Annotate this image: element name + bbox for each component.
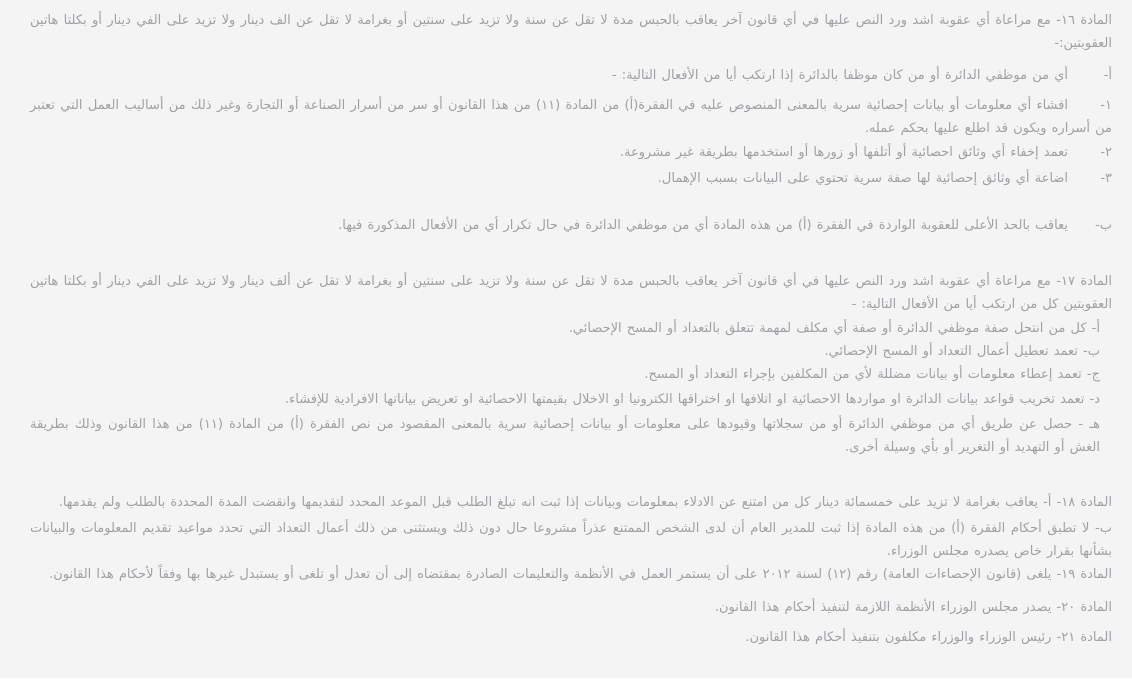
item-1-marker: ١- <box>1100 98 1112 113</box>
article-20: المادة ٢٠- يصدر مجلس الوزراء الأنظمة اللازمة لتنفيذ أحكام هذا القانون. <box>714 600 1112 615</box>
article-17-intro: المادة ١٧- مع مراعاة أي عقوبة اشد ورد النص عليها في أي قانون آخر يعاقب بالحبس مدة لا تقل عن سنة ولا تزيد على سنتين أو بغرامة لا تقل عن ألف دينار ولا تزيد على الفي دينار أو بكلتا هاتين العقوبتين كل من ارتكب أيا من الأفعال التالية: - <box>30 274 1112 312</box>
article-17-clause-e: هـ - حصل عن طريق أي من موظفي الدائرة أو من سجلاتها وقيودها على معلومات أو بيانات إحصائية سرية بالمعنى المقصود من نص الفقرة (أ) من المادة (١١) من هذا القانون وذلك بطريقة الغش أو التهديد أو التغرير أو بأي وسيلة أخرى. <box>30 417 1100 455</box>
article-16-clause-a <box>30 64 1112 87</box>
article-21: المادة ٢١- رئيس الوزراء والوزراء مكلفون بتنفيذ أحكام هذا القانون. <box>745 630 1112 645</box>
article-16-intro: المادة ١٦- مع مراعاة أي عقوبة اشد ورد النص عليها في أي قانون آخر يعاقب بالحبس مدة لا تقل عن سنة ولا تزيد على سنتين أو بغرامة لا تقل عن الف دينار ولا تزيد على الفي دينار أو بكلتا هاتين العقوبتين:- <box>30 13 1112 51</box>
article-17-clause-a: أ- كل من انتحل صفة موظفي الدائرة أو صفة أي مكلف لمهمة تتعلق بالتعداد أو المسح الإحصائي. <box>568 321 1100 336</box>
article-17-clause-d: د- تعمد تخريب قواعد بيانات الدائرة او مواردها الاحصائية او اتلافها او اختراقها الكترونيا او الاخلال بقيمتها الاحصائية او تعريض بياناتها الافرادية للإفشاء. <box>285 392 1100 407</box>
item-2-marker: ٢- <box>1100 145 1112 160</box>
clause-a-marker: أ- <box>1103 68 1112 83</box>
clause-b-marker: ب- <box>1095 218 1112 233</box>
clause-a-text: أي من موظفي الدائرة أو من كان موظفا بالدائرة إذا ارتكب أيا من الأفعال التالية: - <box>611 68 1068 83</box>
item-2-text: تعمد إخفاء أي وثائق احصائية أو أتلفها أو زورها أو استخدمها بطريقة غير مشروعة. <box>619 145 1068 160</box>
bottom-whitespace <box>0 678 1132 694</box>
article-16-clause-a-item-1 <box>30 94 1112 140</box>
item-1-text: افشاء أي معلومات أو بيانات إحصائية سرية بالمعنى المنصوص عليه في الفقرة(أ) من المادة (١١) من هذا القانون أو سر من أسرار الصناعة أو التجارة وغير ذلك من أساليب العمل التي تعتبر من أسراره ويكون قد اطلع عليها بحكم عمله. <box>30 98 1112 136</box>
article-17-clause-c: ج- تعمد إعطاء معلومات أو بيانات مضللة لأي من المكلفين بإجراء التعداد أو المسح. <box>644 367 1100 382</box>
item-3-text: اضاعة أي وثائق إحصائية لها صفة سرية تحتوي على البيانات بسبب الإهمال. <box>657 171 1068 186</box>
article-16-clause-a-item-2 <box>30 141 1112 164</box>
article-19: المادة ١٩- يلغى (قانون الإحصاءات العامة) رقم (١٢) لسنة ٢٠١٢ على أن يستمر العمل في الأنظمة والتعليمات الصادرة بمقتضاه إلى أن تعدل أو تلغى أو يستبدل غيرها بها وفقاً لأحكام هذا القانون. <box>49 567 1112 582</box>
article-16-clause-b <box>30 214 1112 237</box>
item-3-marker: ٣- <box>1100 171 1112 186</box>
clause-b-text: يعاقب بالحد الأعلى للعقوبة الواردة في الفقرة (أ) من هذه المادة أي من موظفي الدائرة في حال تكرار أي من الأفعال المذكورة فيها. <box>338 218 1068 233</box>
article-18-clause-a: المادة ١٨- أ- يعاقب بغرامة لا تزيد على خمسمائة دينار كل من امتنع عن الادلاء بمعلومات وبيانات إذا ثبت انه تبلغ الطلب قبل الموعد المحدد لتقديمها وانقضت المدة المحددة بالطلب ولم يقدمها. <box>58 495 1112 510</box>
article-17-clause-b: ب- تعمد تعطيل أعمال التعداد أو المسح الإحصائي. <box>824 344 1100 359</box>
article-16-clause-a-item-3 <box>30 167 1112 190</box>
article-18-clause-b: ب- لا تطبق أحكام الفقرة (أ) من هذه المادة إذا ثبت للمدير العام أن لدى الشخص الممتنع عذراً مشروعا حال دون ذلك ويستثنى من ذلك أعمال التعداد التي تحدد مواعيد تقديم المعلومات والبيانات بشأنها بقرار خاص يصدره مجلس الوزراء. <box>30 521 1112 559</box>
